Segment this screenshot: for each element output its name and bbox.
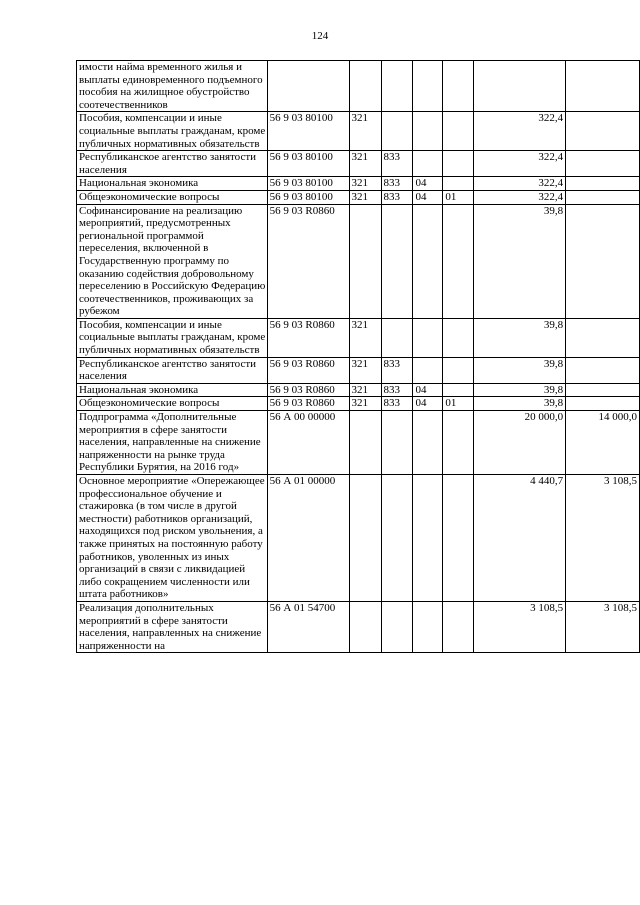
row-amount-1 <box>474 61 566 112</box>
row-expense-type: 321 <box>349 318 381 357</box>
row-amount-1: 20 000,0 <box>474 411 566 475</box>
row-amount-1: 3 108,5 <box>474 601 566 652</box>
table-row <box>77 357 640 383</box>
row-section: 04 <box>413 190 443 204</box>
row-target-code: 56 9 03 R0860 <box>267 318 349 357</box>
row-target-code <box>267 61 349 112</box>
row-amount-2: 3 108,5 <box>566 475 640 602</box>
row-name: Пособия, компенсации и иные социальные выплаты гражданам, кроме публичных нормативных обязательств <box>77 112 268 151</box>
table-row <box>77 475 640 602</box>
row-target-code: 56 А 00 00000 <box>267 411 349 475</box>
row-agency-code <box>381 61 413 112</box>
row-agency-code: 833 <box>381 383 413 397</box>
row-expense-type <box>349 204 381 318</box>
row-section <box>413 61 443 112</box>
row-target-code: 56 9 03 R0860 <box>267 397 349 411</box>
row-agency-code: 833 <box>381 397 413 411</box>
row-expense-type: 321 <box>349 151 381 177</box>
row-name: Подпрограмма «Дополнительные мероприятия в сфере занятости населения, направленные на снижение напряженности на рынке труда Республики Бурятия, на 2016 год» <box>77 411 268 475</box>
row-expense-type: 321 <box>349 177 381 191</box>
table-row <box>77 112 640 151</box>
row-target-code: 56 А 01 54700 <box>267 601 349 652</box>
row-name: Республиканское агентство занятости населения <box>77 357 268 383</box>
row-agency-code: 833 <box>381 190 413 204</box>
row-expense-type <box>349 601 381 652</box>
row-subsection <box>443 177 474 191</box>
row-subsection <box>443 61 474 112</box>
row-name: Общеэкономические вопросы <box>77 397 268 411</box>
row-name: Основное мероприятие «Опережающее профессиональное обучение и стажировка (в том числе в другой местности) работников организаций, находящихся под риском увольнения, а также принятых на постоянную работу работников, уволенных из иных организаций в связи с ликвидацией либо сокращением численности или штата работников» <box>77 475 268 602</box>
row-agency-code: 833 <box>381 357 413 383</box>
row-amount-2: 3 108,5 <box>566 601 640 652</box>
row-agency-code <box>381 601 413 652</box>
row-expense-type: 321 <box>349 397 381 411</box>
row-subsection <box>443 112 474 151</box>
row-expense-type: 321 <box>349 190 381 204</box>
row-section <box>413 601 443 652</box>
row-subsection: 01 <box>443 190 474 204</box>
row-amount-1: 39,8 <box>474 204 566 318</box>
row-amount-1: 322,4 <box>474 112 566 151</box>
row-target-code: 56 9 03 80100 <box>267 177 349 191</box>
row-section <box>413 151 443 177</box>
row-agency-code <box>381 411 413 475</box>
table-row <box>77 383 640 397</box>
row-agency-code <box>381 475 413 602</box>
row-amount-1: 39,8 <box>474 383 566 397</box>
row-subsection <box>443 357 474 383</box>
row-amount-2 <box>566 177 640 191</box>
row-name: Республиканское агентство занятости населения <box>77 151 268 177</box>
row-section <box>413 411 443 475</box>
row-subsection <box>443 411 474 475</box>
row-amount-2 <box>566 357 640 383</box>
row-section <box>413 112 443 151</box>
row-target-code: 56 9 03 80100 <box>267 151 349 177</box>
row-subsection <box>443 475 474 602</box>
row-expense-type <box>349 475 381 602</box>
row-section <box>413 318 443 357</box>
row-amount-1: 322,4 <box>474 177 566 191</box>
table-body <box>77 61 640 653</box>
table-row <box>77 601 640 652</box>
row-name: Софинансирование на реализацию мероприятий, предусмотренных региональной программой переселения, включенной в Государственную программу по оказанию содействия добровольному переселению в Российскую Федерацию соотечественников, проживающих за рубежом <box>77 204 268 318</box>
table-row <box>77 177 640 191</box>
row-name: Пособия, компенсации и иные социальные выплаты гражданам, кроме публичных нормативных обязательств <box>77 318 268 357</box>
row-name: имости найма временного жилья и выплаты единовременного подъемного пособия на жилищное обустройство соотечественников <box>77 61 268 112</box>
row-amount-2 <box>566 204 640 318</box>
budget-table <box>76 60 640 653</box>
table-row <box>77 204 640 318</box>
row-agency-code <box>381 204 413 318</box>
row-section <box>413 357 443 383</box>
row-expense-type: 321 <box>349 112 381 151</box>
row-agency-code: 833 <box>381 151 413 177</box>
row-subsection: 01 <box>443 397 474 411</box>
row-target-code: 56 9 03 80100 <box>267 112 349 151</box>
row-amount-2: 14 000,0 <box>566 411 640 475</box>
row-section <box>413 475 443 602</box>
page-number: 124 <box>311 30 329 42</box>
row-amount-1: 39,8 <box>474 318 566 357</box>
row-subsection <box>443 383 474 397</box>
row-expense-type <box>349 61 381 112</box>
row-target-code: 56 9 03 R0860 <box>267 357 349 383</box>
row-amount-2 <box>566 318 640 357</box>
row-subsection <box>443 601 474 652</box>
row-target-code: 56 9 03 80100 <box>267 190 349 204</box>
row-agency-code <box>381 112 413 151</box>
row-subsection <box>443 151 474 177</box>
row-target-code: 56 9 03 R0860 <box>267 204 349 318</box>
row-expense-type: 321 <box>349 357 381 383</box>
row-agency-code: 833 <box>381 177 413 191</box>
table-row <box>77 318 640 357</box>
table-row <box>77 151 640 177</box>
row-section: 04 <box>413 397 443 411</box>
row-section <box>413 204 443 318</box>
row-amount-2 <box>566 190 640 204</box>
row-amount-2 <box>566 151 640 177</box>
row-amount-1: 39,8 <box>474 397 566 411</box>
row-name: Национальная экономика <box>77 383 268 397</box>
row-name: Национальная экономика <box>77 177 268 191</box>
table-row <box>77 397 640 411</box>
row-agency-code <box>381 318 413 357</box>
row-amount-2 <box>566 61 640 112</box>
table-row <box>77 61 640 112</box>
row-target-code: 56 А 01 00000 <box>267 475 349 602</box>
row-expense-type: 321 <box>349 383 381 397</box>
table-row <box>77 411 640 475</box>
row-name: Реализация дополнительных мероприятий в сфере занятости населения, направленных на снижение напряженности на <box>77 601 268 652</box>
row-amount-1: 4 440,7 <box>474 475 566 602</box>
row-amount-2 <box>566 397 640 411</box>
row-target-code: 56 9 03 R0860 <box>267 383 349 397</box>
row-section: 04 <box>413 383 443 397</box>
row-amount-2 <box>566 383 640 397</box>
row-amount-1: 322,4 <box>474 190 566 204</box>
row-subsection <box>443 318 474 357</box>
row-section: 04 <box>413 177 443 191</box>
row-subsection <box>443 204 474 318</box>
row-expense-type <box>349 411 381 475</box>
row-name: Общеэкономические вопросы <box>77 190 268 204</box>
row-amount-2 <box>566 112 640 151</box>
table-row <box>77 190 640 204</box>
row-amount-1: 322,4 <box>474 151 566 177</box>
row-amount-1: 39,8 <box>474 357 566 383</box>
